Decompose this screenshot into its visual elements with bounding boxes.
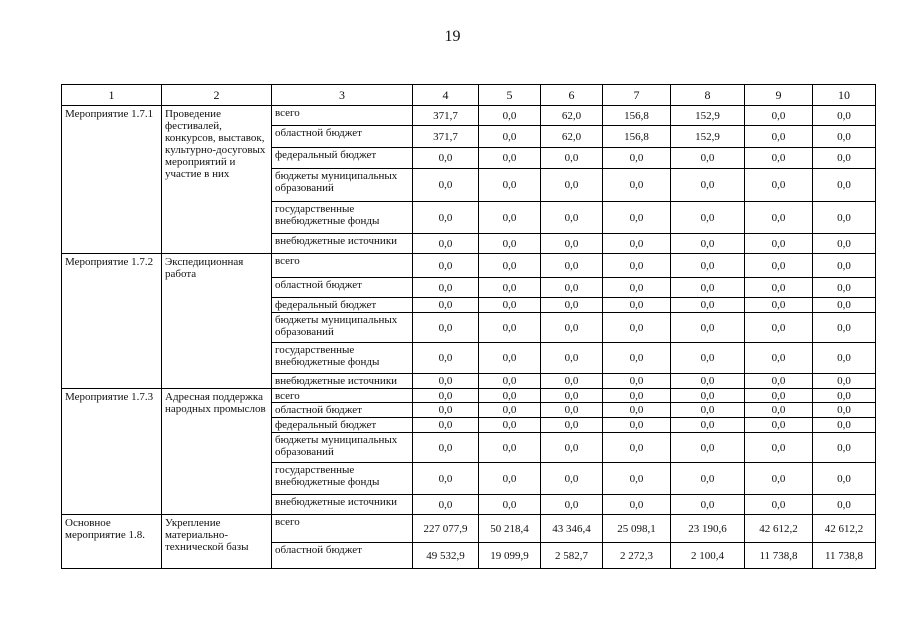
table-row [62, 515, 876, 543]
amount-cell: 0,0 [479, 343, 541, 374]
amount-cell: 0,0 [541, 495, 603, 515]
amount-cell: 0,0 [671, 433, 745, 463]
amount-cell: 0,0 [603, 343, 671, 374]
amount-cell: 0,0 [671, 343, 745, 374]
amount-cell: 0,0 [413, 278, 479, 298]
amount-cell: 0,0 [671, 313, 745, 343]
funding-source: областной бюджет [272, 403, 413, 418]
amount-cell: 0,0 [813, 495, 876, 515]
column-header: 4 [413, 85, 479, 106]
amount-cell: 0,0 [745, 106, 813, 126]
funding-source: бюджеты муниципальных образований [272, 433, 413, 463]
amount-cell: 0,0 [745, 495, 813, 515]
amount-cell: 0,0 [813, 169, 876, 202]
amount-cell: 0,0 [479, 106, 541, 126]
amount-cell: 0,0 [745, 403, 813, 418]
amount-cell: 0,0 [813, 234, 876, 254]
amount-cell: 0,0 [413, 463, 479, 495]
amount-cell: 0,0 [541, 278, 603, 298]
amount-cell: 0,0 [413, 433, 479, 463]
amount-cell: 0,0 [603, 433, 671, 463]
amount-cell: 0,0 [745, 234, 813, 254]
column-header: 1 [62, 85, 162, 106]
amount-cell: 0,0 [413, 148, 479, 169]
amount-cell: 152,9 [671, 126, 745, 148]
table-row [62, 389, 876, 403]
amount-cell: 0,0 [745, 463, 813, 495]
activity-description: Проведение фестивалей, конкурсов, выставок, культурно-досуговых мероприятий и участие в них [162, 106, 272, 254]
amount-cell: 0,0 [671, 234, 745, 254]
amount-cell: 0,0 [745, 433, 813, 463]
amount-cell: 0,0 [603, 202, 671, 234]
funding-source: внебюджетные источники [272, 234, 413, 254]
amount-cell: 0,0 [541, 148, 603, 169]
amount-cell: 0,0 [671, 254, 745, 278]
funding-source: областной бюджет [272, 543, 413, 569]
amount-cell: 0,0 [745, 313, 813, 343]
budget-table [61, 84, 876, 569]
funding-source: государственные внебюджетные фонды [272, 463, 413, 495]
amount-cell: 0,0 [541, 374, 603, 389]
amount-cell: 43 346,4 [541, 515, 603, 543]
amount-cell: 0,0 [745, 298, 813, 313]
amount-cell: 0,0 [479, 433, 541, 463]
amount-cell: 0,0 [813, 389, 876, 403]
column-header: 9 [745, 85, 813, 106]
amount-cell: 0,0 [479, 374, 541, 389]
amount-cell: 0,0 [813, 343, 876, 374]
amount-cell: 0,0 [479, 148, 541, 169]
column-header: 7 [603, 85, 671, 106]
table-row [62, 254, 876, 278]
funding-source: внебюджетные источники [272, 374, 413, 389]
amount-cell: 0,0 [413, 169, 479, 202]
funding-source: федеральный бюджет [272, 418, 413, 433]
amount-cell: 0,0 [479, 254, 541, 278]
amount-cell: 0,0 [479, 403, 541, 418]
activity-description: Адресная поддержка народных промыслов [162, 389, 272, 515]
amount-cell: 19 099,9 [479, 543, 541, 569]
amount-cell: 0,0 [813, 313, 876, 343]
activity-description: Укрепление материально-технической базы [162, 515, 272, 569]
amount-cell: 0,0 [541, 313, 603, 343]
amount-cell: 2 582,7 [541, 543, 603, 569]
amount-cell: 0,0 [603, 278, 671, 298]
amount-cell: 0,0 [671, 202, 745, 234]
amount-cell: 0,0 [813, 403, 876, 418]
amount-cell: 0,0 [671, 418, 745, 433]
amount-cell: 0,0 [413, 374, 479, 389]
amount-cell: 0,0 [479, 313, 541, 343]
amount-cell: 0,0 [541, 433, 603, 463]
amount-cell: 0,0 [813, 298, 876, 313]
amount-cell: 0,0 [813, 148, 876, 169]
amount-cell: 0,0 [745, 202, 813, 234]
amount-cell: 42 612,2 [813, 515, 876, 543]
amount-cell: 0,0 [813, 374, 876, 389]
amount-cell: 0,0 [541, 254, 603, 278]
amount-cell: 0,0 [671, 403, 745, 418]
amount-cell: 0,0 [671, 389, 745, 403]
amount-cell: 0,0 [479, 278, 541, 298]
amount-cell: 0,0 [603, 389, 671, 403]
amount-cell: 25 098,1 [603, 515, 671, 543]
amount-cell: 0,0 [745, 254, 813, 278]
amount-cell: 0,0 [479, 126, 541, 148]
amount-cell: 0,0 [745, 148, 813, 169]
amount-cell: 0,0 [603, 313, 671, 343]
amount-cell: 0,0 [479, 389, 541, 403]
amount-cell: 23 190,6 [671, 515, 745, 543]
amount-cell: 0,0 [745, 278, 813, 298]
table-row [62, 106, 876, 126]
activity-code: Мероприятие 1.7.1 [62, 106, 162, 254]
amount-cell: 0,0 [813, 126, 876, 148]
amount-cell: 0,0 [603, 254, 671, 278]
amount-cell: 0,0 [413, 495, 479, 515]
amount-cell: 0,0 [813, 433, 876, 463]
activity-code: Основное мероприятие 1.8. [62, 515, 162, 569]
amount-cell: 0,0 [745, 126, 813, 148]
amount-cell: 0,0 [745, 389, 813, 403]
amount-cell: 0,0 [603, 298, 671, 313]
funding-source: внебюджетные источники [272, 495, 413, 515]
amount-cell: 0,0 [479, 298, 541, 313]
amount-cell: 0,0 [541, 202, 603, 234]
amount-cell: 0,0 [479, 495, 541, 515]
funding-source: федеральный бюджет [272, 148, 413, 169]
amount-cell: 0,0 [541, 418, 603, 433]
amount-cell: 156,8 [603, 106, 671, 126]
funding-source: бюджеты муниципальных образований [272, 169, 413, 202]
amount-cell: 0,0 [603, 374, 671, 389]
funding-source: бюджеты муниципальных образований [272, 313, 413, 343]
amount-cell: 49 532,9 [413, 543, 479, 569]
amount-cell: 0,0 [745, 374, 813, 389]
amount-cell: 50 218,4 [479, 515, 541, 543]
amount-cell: 0,0 [671, 495, 745, 515]
funding-source: федеральный бюджет [272, 298, 413, 313]
column-header: 6 [541, 85, 603, 106]
amount-cell: 11 738,8 [813, 543, 876, 569]
amount-cell: 371,7 [413, 126, 479, 148]
amount-cell: 0,0 [671, 298, 745, 313]
amount-cell: 0,0 [479, 234, 541, 254]
amount-cell: 0,0 [413, 403, 479, 418]
amount-cell: 0,0 [671, 148, 745, 169]
amount-cell: 0,0 [603, 495, 671, 515]
amount-cell: 0,0 [479, 463, 541, 495]
funding-source: всего [272, 106, 413, 126]
activity-code: Мероприятие 1.7.3 [62, 389, 162, 515]
funding-source: всего [272, 515, 413, 543]
funding-source: государственные внебюджетные фонды [272, 202, 413, 234]
amount-cell: 0,0 [479, 169, 541, 202]
amount-cell: 0,0 [745, 418, 813, 433]
amount-cell: 0,0 [541, 403, 603, 418]
funding-source: областной бюджет [272, 126, 413, 148]
activity-description: Экспедиционная работа [162, 254, 272, 389]
amount-cell: 0,0 [541, 298, 603, 313]
amount-cell: 0,0 [413, 202, 479, 234]
page-number: 19 [444, 28, 461, 45]
amount-cell: 0,0 [671, 374, 745, 389]
amount-cell: 0,0 [813, 254, 876, 278]
amount-cell: 371,7 [413, 106, 479, 126]
amount-cell: 0,0 [541, 389, 603, 403]
column-header: 5 [479, 85, 541, 106]
amount-cell: 0,0 [541, 169, 603, 202]
column-header: 3 [272, 85, 413, 106]
amount-cell: 0,0 [541, 234, 603, 254]
amount-cell: 0,0 [603, 418, 671, 433]
amount-cell: 0,0 [671, 169, 745, 202]
amount-cell: 0,0 [413, 298, 479, 313]
column-header: 10 [813, 85, 876, 106]
amount-cell: 2 100,4 [671, 543, 745, 569]
amount-cell: 0,0 [813, 202, 876, 234]
amount-cell: 152,9 [671, 106, 745, 126]
amount-cell: 11 738,8 [745, 543, 813, 569]
amount-cell: 0,0 [479, 418, 541, 433]
amount-cell: 0,0 [413, 254, 479, 278]
amount-cell: 0,0 [603, 169, 671, 202]
activity-code: Мероприятие 1.7.2 [62, 254, 162, 389]
column-number-row [62, 85, 876, 106]
funding-source: всего [272, 389, 413, 403]
amount-cell: 2 272,3 [603, 543, 671, 569]
funding-source: всего [272, 254, 413, 278]
funding-source: областной бюджет [272, 278, 413, 298]
column-header: 8 [671, 85, 745, 106]
amount-cell: 0,0 [413, 389, 479, 403]
amount-cell: 0,0 [541, 343, 603, 374]
amount-cell: 0,0 [813, 106, 876, 126]
amount-cell: 0,0 [479, 202, 541, 234]
amount-cell: 0,0 [541, 463, 603, 495]
amount-cell: 62,0 [541, 106, 603, 126]
amount-cell: 0,0 [745, 169, 813, 202]
amount-cell: 156,8 [603, 126, 671, 148]
amount-cell: 0,0 [603, 148, 671, 169]
amount-cell: 0,0 [603, 403, 671, 418]
amount-cell: 0,0 [413, 313, 479, 343]
column-header: 2 [162, 85, 272, 106]
amount-cell: 0,0 [413, 343, 479, 374]
amount-cell: 0,0 [413, 234, 479, 254]
amount-cell: 42 612,2 [745, 515, 813, 543]
amount-cell: 0,0 [813, 418, 876, 433]
amount-cell: 227 077,9 [413, 515, 479, 543]
amount-cell: 0,0 [671, 463, 745, 495]
amount-cell: 0,0 [745, 343, 813, 374]
funding-source: государственные внебюджетные фонды [272, 343, 413, 374]
amount-cell: 0,0 [603, 463, 671, 495]
amount-cell: 0,0 [413, 418, 479, 433]
amount-cell: 0,0 [671, 278, 745, 298]
amount-cell: 0,0 [813, 278, 876, 298]
amount-cell: 62,0 [541, 126, 603, 148]
amount-cell: 0,0 [813, 463, 876, 495]
amount-cell: 0,0 [603, 234, 671, 254]
